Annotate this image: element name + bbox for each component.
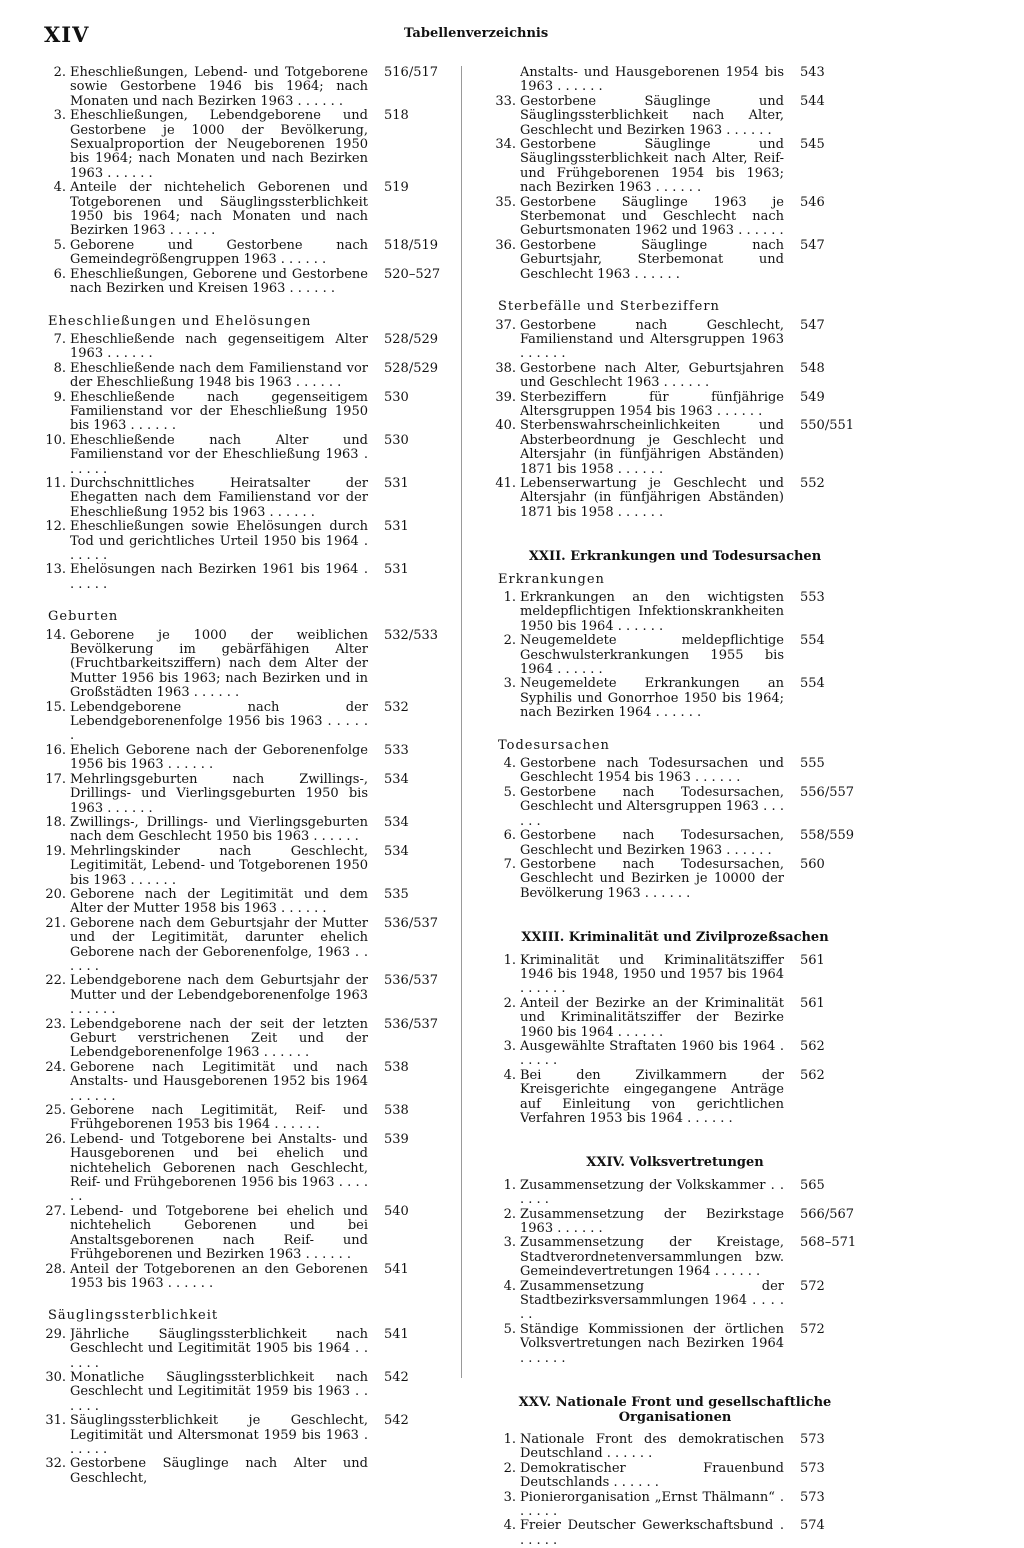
entry-title: Kriminalität und Kriminalitätsziffer 1946 bis 1948, 1950 und 1957 bis 1964 . . . . . . xyxy=(520,953,784,997)
entry-page: 528/529 xyxy=(384,360,439,376)
entry-page: 535 xyxy=(384,886,409,902)
entry-title: Pionierorganisation „Ernst Thälmann“ . . . . . . xyxy=(520,1490,784,1519)
entry-title: Lebendgeborene nach der Lebendgeborenenfolge 1956 bis 1963 . . . . . . xyxy=(70,700,368,744)
entry-page: 538 xyxy=(384,1103,409,1119)
entry-page: 534 xyxy=(384,843,409,859)
entry-title: Ehelich Geborene nach der Geborenenfolge 1956 bis 1963 . . . . . . xyxy=(70,743,368,773)
entry-page: 560 xyxy=(800,856,825,872)
section-heading: Erkrankungen xyxy=(498,571,605,587)
entry-number: 37. xyxy=(495,317,516,333)
entry-number: 31. xyxy=(45,1413,66,1429)
entry-number: 11. xyxy=(45,475,66,491)
entry-page: 549 xyxy=(800,389,825,405)
entry-number: 23. xyxy=(45,1016,66,1032)
toc-entry xyxy=(492,1462,858,1491)
entry-number: 33. xyxy=(495,93,516,109)
entry-page: 553 xyxy=(800,590,825,605)
entry-title: Gestorbene nach Todesursachen, Geschlecht und Bezirken je 10000 der Bevölkerung 1963 . . . . . . xyxy=(520,857,784,901)
entry-page: 565 xyxy=(800,1177,825,1193)
entry-page: 531 xyxy=(384,475,409,491)
entry-title: Eheschließungen sowie Ehelösungen durch Tod und gerichtliches Urteil 1950 bis 1964 . . . . . . xyxy=(70,520,368,563)
section-heading: Sterbefälle und Sterbeziffern xyxy=(498,299,720,315)
entry-page: 572 xyxy=(800,1321,825,1337)
entry-title: Eheschließende nach Alter und Familienstand vor der Eheschließung 1963 . . . . . . xyxy=(70,433,368,477)
entry-list xyxy=(492,319,858,521)
entry-page: 528/529 xyxy=(384,331,439,347)
entry-number: 15. xyxy=(45,699,66,715)
entry-title: Durchschnittliches Heiratsalter der Ehegatten nach dem Familienstand vor der Eheschließung 1952 bis 1963 . . . . . . xyxy=(70,476,368,520)
entry-number: 9. xyxy=(53,389,66,405)
entry-title: Gestorbene nach Alter, Geburtsjahren und Geschlecht 1963 . . . . . . xyxy=(520,361,784,391)
toc-entry xyxy=(42,362,442,391)
toc-entry xyxy=(42,563,442,592)
entry-title: Geborene nach Legitimität und nach Anstalts- und Hausgeborenen 1952 bis 1964 . . . . . . xyxy=(70,1060,368,1104)
entry-page: 530 xyxy=(384,432,409,448)
entry-number: 39. xyxy=(495,389,516,405)
entry-title: Zusammensetzung der Bezirkstage 1963 . . . . . . xyxy=(520,1207,784,1237)
entry-title: Gestorbene nach Todesursachen, Geschlecht und Altersgruppen 1963 . . . . . . xyxy=(520,785,784,829)
entry-title: Monatliche Säuglingssterblichkeit nach Geschlecht und Legitimität 1959 bis 1963 . . . . . . xyxy=(70,1370,368,1414)
entry-title: Gestorbene Säuglinge und Säuglingssterblichkeit nach Alter, Geschlecht und Bezirken 1963 . . . . . . xyxy=(520,94,784,138)
entry-title: Gestorbene nach Geschlecht, Familienstand und Altersgruppen 1963 . . . . . . xyxy=(520,318,784,362)
entry-page: 556/557 xyxy=(800,784,855,800)
entry-number: 3. xyxy=(503,1235,516,1251)
toc-entry xyxy=(42,434,442,477)
toc-entry xyxy=(42,391,442,434)
toc-entry xyxy=(42,773,442,816)
entry-title: Sterbenswahrscheinlichkeiten und Absterbeordnung je Geschlecht und Altersjahr (in fünfjährigen Abständen) 1871 bis 1958 . . . . . . xyxy=(520,419,784,477)
entry-title: Lebendgeborene nach der seit der letzten Geburt verstrichenen Zeit und der Lebendgeborenenfolge 1963 . . . . . . xyxy=(70,1017,368,1061)
toc-entry xyxy=(492,954,858,997)
entry-list xyxy=(42,333,442,592)
entry-page: 555 xyxy=(800,756,825,772)
entry-number: 1. xyxy=(503,1431,516,1447)
entry-page: 554 xyxy=(800,633,825,649)
entry-page: 540 xyxy=(384,1203,409,1219)
entry-number: 4. xyxy=(503,756,516,772)
entry-page: 516/517 xyxy=(384,65,439,80)
entry-number: 4. xyxy=(503,1518,516,1534)
entry-title: Lebenserwartung je Geschlecht und Altersjahr (in fünfjährigen Abständen) 1871 bis 1958 . . . . . . xyxy=(520,476,784,520)
chapter-heading: XXV. Nationale Front und gesellschaftliche Organisationen xyxy=(518,1395,832,1425)
toc-entry xyxy=(492,239,858,282)
entry-page: 566/567 xyxy=(800,1206,855,1222)
entry-number: 38. xyxy=(495,360,516,376)
entry-title: Eheschließende nach gegenseitigem Familienstand vor der Eheschließung 1950 bis 1963 . . . . . . xyxy=(70,390,368,434)
entry-title: Freier Deutscher Gewerkschaftsbund . . . . . . xyxy=(520,1519,784,1548)
toc-entry xyxy=(42,66,442,109)
toc-entry xyxy=(492,1236,858,1279)
entry-title: Gestorbene Säuglinge nach Geburtsjahr, Sterbemonat und Geschlecht 1963 . . . . . . xyxy=(520,238,784,282)
toc-entry xyxy=(492,1519,858,1548)
entry-page: 568–571 xyxy=(800,1235,857,1251)
entry-title: Gestorbene Säuglinge und Säuglingssterblichkeit nach Alter, Reif- und Frühgeborenen 1954 bis 1963; nach Bezirken 1963 . . . . . . xyxy=(520,138,784,196)
entry-number: 3. xyxy=(53,108,66,124)
entry-number: 1. xyxy=(503,1177,516,1193)
entry-page: 542 xyxy=(384,1369,409,1385)
toc-entry xyxy=(42,1104,442,1133)
toc-entry xyxy=(42,520,442,563)
entry-title: Zusammensetzung der Kreistage, Stadtverordnetenversammlungen bzw. Gemeindevertretungen 1964 . . . . . . xyxy=(520,1236,784,1280)
entry-number: 17. xyxy=(45,771,66,787)
entry-list xyxy=(492,1433,858,1548)
column-divider xyxy=(461,66,462,1378)
toc-entry xyxy=(492,1069,858,1127)
toc-entry xyxy=(42,629,442,701)
entry-page: 539 xyxy=(384,1131,409,1147)
entry-title: Ausgewählte Straftaten 1960 bis 1964 . . . . . . xyxy=(520,1039,784,1069)
entry-page: 572 xyxy=(800,1278,825,1294)
entry-page: 532/533 xyxy=(384,627,439,643)
toc-entry xyxy=(42,1133,442,1205)
entry-title: Demokratischer Frauenbund Deutschlands . . . . . . xyxy=(520,1461,784,1491)
entry-page: 547 xyxy=(800,317,825,333)
toc-entry xyxy=(492,477,858,520)
entry-title: Nationale Front des demokratischen Deutschland . . . . . . xyxy=(520,1432,784,1462)
entry-number: 36. xyxy=(495,237,516,253)
entry-page: 541 xyxy=(384,1261,409,1277)
entry-title: Gestorbene nach Todesursachen und Geschlecht 1954 bis 1963 . . . . . . xyxy=(520,757,784,786)
entry-title: Anteile der nichtehelich Geborenen und Totgeborenen und Säuglingssterblichkeit 1950 bis 1964; nach Monaten und nach Bezirken 1963 . . . . . . xyxy=(70,181,368,239)
entry-page: 520–527 xyxy=(384,266,441,282)
entry-page: 561 xyxy=(800,995,825,1011)
toc-entry xyxy=(492,1491,858,1520)
toc-entry xyxy=(492,1433,858,1462)
entry-page: 573 xyxy=(800,1431,825,1447)
entry-page: 532 xyxy=(384,699,409,715)
entry-number: 2. xyxy=(53,65,66,80)
entry-page: 562 xyxy=(800,1067,825,1083)
entry-page: 573 xyxy=(800,1460,825,1476)
entry-title: Gestorbene nach Todesursachen, Geschlecht und Bezirken 1963 . . . . . . xyxy=(520,829,784,858)
entry-page: 518/519 xyxy=(384,237,439,253)
section-heading: Säuglingssterblichkeit xyxy=(48,1308,219,1324)
toc-entry xyxy=(42,1061,442,1104)
entry-number: 3. xyxy=(503,676,516,692)
entry-page: 573 xyxy=(800,1489,825,1505)
entry-list xyxy=(42,1328,442,1486)
entry-page: 561 xyxy=(800,952,825,968)
entry-title: Eheschließungen, Lebend- und Totgeborene sowie Gestorbene 1946 bis 1964; nach Monaten und nach Bezirken 1963 . . . . . . xyxy=(70,66,368,109)
entry-number: 2. xyxy=(503,633,516,649)
entry-list xyxy=(492,66,858,282)
entry-page: 541 xyxy=(384,1326,409,1342)
toc-entry xyxy=(492,391,858,420)
entry-number: 1. xyxy=(503,952,516,968)
entry-page: 550/551 xyxy=(800,418,855,434)
entry-number: 22. xyxy=(45,973,66,989)
entry-title: Lebend- und Totgeborene bei Anstalts- und Hausgeborenen und bei ehelich und nichtehelich Geborenen nach Geschlecht, Reif- und Frühgeborenen 1956 bis 1963 . . . . . . xyxy=(70,1132,368,1205)
entry-number: 40. xyxy=(495,418,516,434)
entry-page: 534 xyxy=(384,771,409,787)
entry-page: 546 xyxy=(800,194,825,210)
entry-number: 3. xyxy=(503,1038,516,1054)
entry-page: 518 xyxy=(384,108,409,124)
entry-page: 544 xyxy=(800,93,825,109)
toc-entry xyxy=(492,591,858,634)
entry-page: 533 xyxy=(384,742,409,758)
entry-page: 542 xyxy=(384,1413,409,1429)
entry-list xyxy=(492,757,858,901)
entry-list xyxy=(42,66,442,297)
toc-entry xyxy=(42,1371,442,1414)
section-heading: Eheschließungen und Ehelösungen xyxy=(48,313,312,329)
entry-title: Bei den Zivilkammern der Kreisgerichte eingegangene Anträge auf Einleitung von gerichtlichen Verfahren 1953 bis 1964 . . . . . . xyxy=(520,1068,784,1126)
entry-title: Zwillings-, Drillings- und Vierlingsgeburten nach dem Geschlecht 1950 bis 1963 . . . . . . xyxy=(70,815,368,845)
entry-number: 24. xyxy=(45,1059,66,1075)
entry-title: Lebend- und Totgeborene bei ehelich und nichtehelich Geborenen und bei Anstaltsgeborenen nach Reif- und Frühgeborenen und Bezirken 1963 . . . . . . xyxy=(70,1204,368,1263)
entry-page: 530 xyxy=(384,389,409,405)
entry-number: 29. xyxy=(45,1326,66,1342)
entry-number: 34. xyxy=(495,137,516,153)
entry-number: 1. xyxy=(503,590,516,605)
entry-number: 5. xyxy=(53,237,66,253)
entry-title: Eheschließende nach gegenseitigem Alter 1963 . . . . . . xyxy=(70,332,368,362)
entry-number: 5. xyxy=(503,1321,516,1337)
entry-title: Erkrankungen an den wichtigsten meldepflichtigen Infektionskrankheiten 1950 bis 1964 . . . . . . xyxy=(520,591,784,634)
toc-entry xyxy=(42,333,442,362)
entry-number: 35. xyxy=(495,194,516,210)
page-title: Tabellenverzeichnis xyxy=(404,26,549,41)
entry-number: 7. xyxy=(503,856,516,872)
entry-title: Gestorbene Säuglinge nach Alter und Geschlecht, xyxy=(70,1457,368,1486)
toc-entry xyxy=(492,196,858,239)
chapter-heading: XXII. Erkrankungen und Todesursachen xyxy=(528,549,822,565)
entry-number: 20. xyxy=(45,886,66,902)
entry-title: Ständige Kommissionen der örtlichen Volksvertretungen nach Bezirken 1964 . . . . . . xyxy=(520,1322,784,1366)
toc-entry xyxy=(42,1018,442,1061)
toc-entry xyxy=(42,109,442,181)
entry-title: Geborene je 1000 der weiblichen Bevölkerung im gebärfähigen Alter (Fruchtbarkeitsziffern) nach dem Alter der Mutter 1956 bis 1963; nach Bezirken und in Großstädten 1963 . . . . . . xyxy=(70,628,368,701)
toc-entry xyxy=(492,138,858,196)
entry-number: 32. xyxy=(45,1456,66,1472)
entry-number: 16. xyxy=(45,742,66,758)
toc-entry xyxy=(42,744,442,773)
toc-entry xyxy=(492,419,858,477)
entry-number: 2. xyxy=(503,1460,516,1476)
page-number: XIV xyxy=(44,22,90,47)
toc-entry xyxy=(42,816,442,845)
entry-number: 4. xyxy=(503,1278,516,1294)
entry-title: Ehelösungen nach Bezirken 1961 bis 1964 . . . . . . xyxy=(70,563,368,592)
entry-title: Geborene und Gestorbene nach Gemeindegrößengruppen 1963 . . . . . . xyxy=(70,238,368,268)
entry-number: 28. xyxy=(45,1261,66,1277)
toc-entry xyxy=(42,701,442,744)
toc-entry xyxy=(492,757,858,786)
entry-number: 25. xyxy=(45,1103,66,1119)
section-heading: Todesursachen xyxy=(498,737,610,753)
toc-entry xyxy=(492,362,858,391)
toc-entry xyxy=(42,1205,442,1263)
entry-number: 41. xyxy=(495,475,516,491)
entry-page: 552 xyxy=(800,475,825,491)
toc-entry xyxy=(42,974,442,1017)
entry-number: 30. xyxy=(45,1369,66,1385)
toc-entry xyxy=(42,917,442,975)
entry-title: Mehrlingsgeburten nach Zwillings-, Drillings- und Vierlingsgeburten 1950 bis 1963 . . . . . . xyxy=(70,772,368,816)
toc-entry xyxy=(42,239,442,268)
entry-number: 2. xyxy=(503,1206,516,1222)
entry-page: 574 xyxy=(800,1518,825,1534)
entry-number: 10. xyxy=(45,432,66,448)
entry-number: 21. xyxy=(45,915,66,931)
entry-number: 12. xyxy=(45,519,66,535)
entry-page: 548 xyxy=(800,360,825,376)
entry-title: Neugemeldete meldepflichtige Geschwulsterkrankungen 1955 bis 1964 . . . . . . xyxy=(520,634,784,678)
toc-entry xyxy=(492,1208,858,1237)
left-column xyxy=(42,66,442,1486)
entry-number: 13. xyxy=(45,562,66,578)
right-column xyxy=(492,66,858,1548)
entry-title: Lebendgeborene nach dem Geburtsjahr der Mutter und der Lebendgeborenenfolge 1963 . . . . . . xyxy=(70,974,368,1018)
toc-entry xyxy=(42,888,442,917)
toc-entry xyxy=(42,1414,442,1457)
toc-entry xyxy=(492,66,858,95)
entry-page: 519 xyxy=(384,180,409,196)
entry-title: Eheschließungen, Geborene und Gestorbene nach Bezirken und Kreisen 1963 . . . . . . xyxy=(70,267,368,297)
toc-entry xyxy=(42,1263,442,1292)
entry-number: 26. xyxy=(45,1131,66,1147)
entry-list xyxy=(42,629,442,1292)
entry-title: Geborene nach der Legitimität und dem Alter der Mutter 1958 bis 1963 . . . . . . xyxy=(70,887,368,917)
entry-page: 538 xyxy=(384,1059,409,1075)
entry-page: 536/537 xyxy=(384,973,439,989)
entry-number: 7. xyxy=(53,331,66,347)
entry-page: 543 xyxy=(800,65,825,80)
entry-title: Zusammensetzung der Stadtbezirksversammlungen 1964 . . . . . . xyxy=(520,1279,784,1323)
toc-entry xyxy=(492,677,858,720)
entry-title: Geborene nach Legitimität, Reif- und Frühgeborenen 1953 bis 1964 . . . . . . xyxy=(70,1104,368,1133)
entry-title: Eheschließungen, Lebendgeborene und Gestorbene je 1000 der Bevölkerung, Sexualproportion der Neugeborenen 1950 bis 1964; nach Monaten und nach Bezirken 1963 . . . . . . xyxy=(70,109,368,181)
entry-number: 5. xyxy=(503,784,516,800)
entry-title: Eheschließende nach dem Familienstand vor der Eheschließung 1948 bis 1963 . . . . . . xyxy=(70,361,368,391)
toc-entry xyxy=(42,477,442,520)
entry-number: 3. xyxy=(503,1489,516,1505)
toc-entry xyxy=(492,997,858,1040)
entry-title: Anteil der Bezirke an der Kriminalität und Kriminalitätsziffer der Bezirke 1960 bis 1964 . . . . . . xyxy=(520,996,784,1040)
entry-number: 6. xyxy=(503,828,516,844)
entry-number: 2. xyxy=(503,995,516,1011)
entry-number: 18. xyxy=(45,814,66,830)
entry-title: Zusammensetzung der Volkskammer . . . . . . xyxy=(520,1178,784,1208)
entry-page: 545 xyxy=(800,137,825,153)
toc-entry xyxy=(42,1457,442,1486)
entry-title: Sterbeziffern für fünfjährige Altersgruppen 1954 bis 1963 . . . . . . xyxy=(520,390,784,419)
toc-entry xyxy=(492,319,858,362)
section-heading: Geburten xyxy=(48,609,119,625)
toc-entry xyxy=(492,786,858,829)
entry-page: 558/559 xyxy=(800,828,855,844)
entry-list xyxy=(492,954,858,1127)
entry-number: 6. xyxy=(53,266,66,282)
entry-title: Säuglingssterblichkeit je Geschlecht, Legitimität und Altersmonat 1959 bis 1963 . . . . . . xyxy=(70,1414,368,1457)
entry-number: 19. xyxy=(45,843,66,859)
entry-page: 531 xyxy=(384,562,409,578)
toc-entry xyxy=(492,829,858,858)
toc-entry xyxy=(492,1280,858,1323)
entry-title: Anstalts- und Hausgeborenen 1954 bis 1963 . . . . . . xyxy=(520,66,784,95)
entry-title: Gestorbene Säuglinge 1963 je Sterbemonat und Geschlecht nach Geburtsmonaten 1962 und 1963 . . . . . . xyxy=(520,195,784,239)
entry-number: 8. xyxy=(53,360,66,376)
entry-page: 534 xyxy=(384,814,409,830)
entry-number: 27. xyxy=(45,1203,66,1219)
entry-number: 14. xyxy=(45,627,66,643)
entry-title: Anteil der Totgeborenen an den Geborenen 1953 bis 1963 . . . . . . xyxy=(70,1262,368,1291)
entry-list xyxy=(492,591,858,721)
toc-entry xyxy=(42,845,442,888)
entry-title: Mehrlingskinder nach Geschlecht, Legitimität, Lebend- und Totgeborenen 1950 bis 1963 . . . . . . xyxy=(70,844,368,888)
chapter-heading: XXIII. Kriminalität und Zivilprozeßsachen xyxy=(521,930,829,946)
entry-page: 547 xyxy=(800,237,825,253)
toc-entry xyxy=(492,1323,858,1366)
entry-page: 531 xyxy=(384,519,409,535)
chapter-heading: XXIV. Volksvertretungen xyxy=(586,1155,764,1171)
entry-page: 536/537 xyxy=(384,915,439,931)
toc-entry xyxy=(492,634,858,677)
toc-entry xyxy=(42,268,442,297)
entry-page: 562 xyxy=(800,1038,825,1054)
toc-entry xyxy=(492,1179,858,1208)
entry-title: Jährliche Säuglingssterblichkeit nach Geschlecht und Legitimität 1905 bis 1964 . . . . . . xyxy=(70,1327,368,1371)
entry-page: 536/537 xyxy=(384,1016,439,1032)
entry-list xyxy=(492,1179,858,1366)
toc-entry xyxy=(42,1328,442,1371)
toc-entry xyxy=(492,1040,858,1069)
entry-title: Geborene nach dem Geburtsjahr der Mutter und der Legitimität, darunter ehelich Geborene nach der Geborenenfolge, 1963 . . . . . . xyxy=(70,916,368,974)
toc-entry xyxy=(492,95,858,138)
toc-entry xyxy=(492,858,858,901)
entry-title: Neugemeldete Erkrankungen an Syphilis und Gonorrhoe 1950 bis 1964; nach Bezirken 1964 . . . . . . xyxy=(520,677,784,721)
toc-entry xyxy=(42,181,442,239)
entry-number: 4. xyxy=(53,180,66,196)
entry-page: 554 xyxy=(800,676,825,692)
entry-number: 4. xyxy=(503,1067,516,1083)
